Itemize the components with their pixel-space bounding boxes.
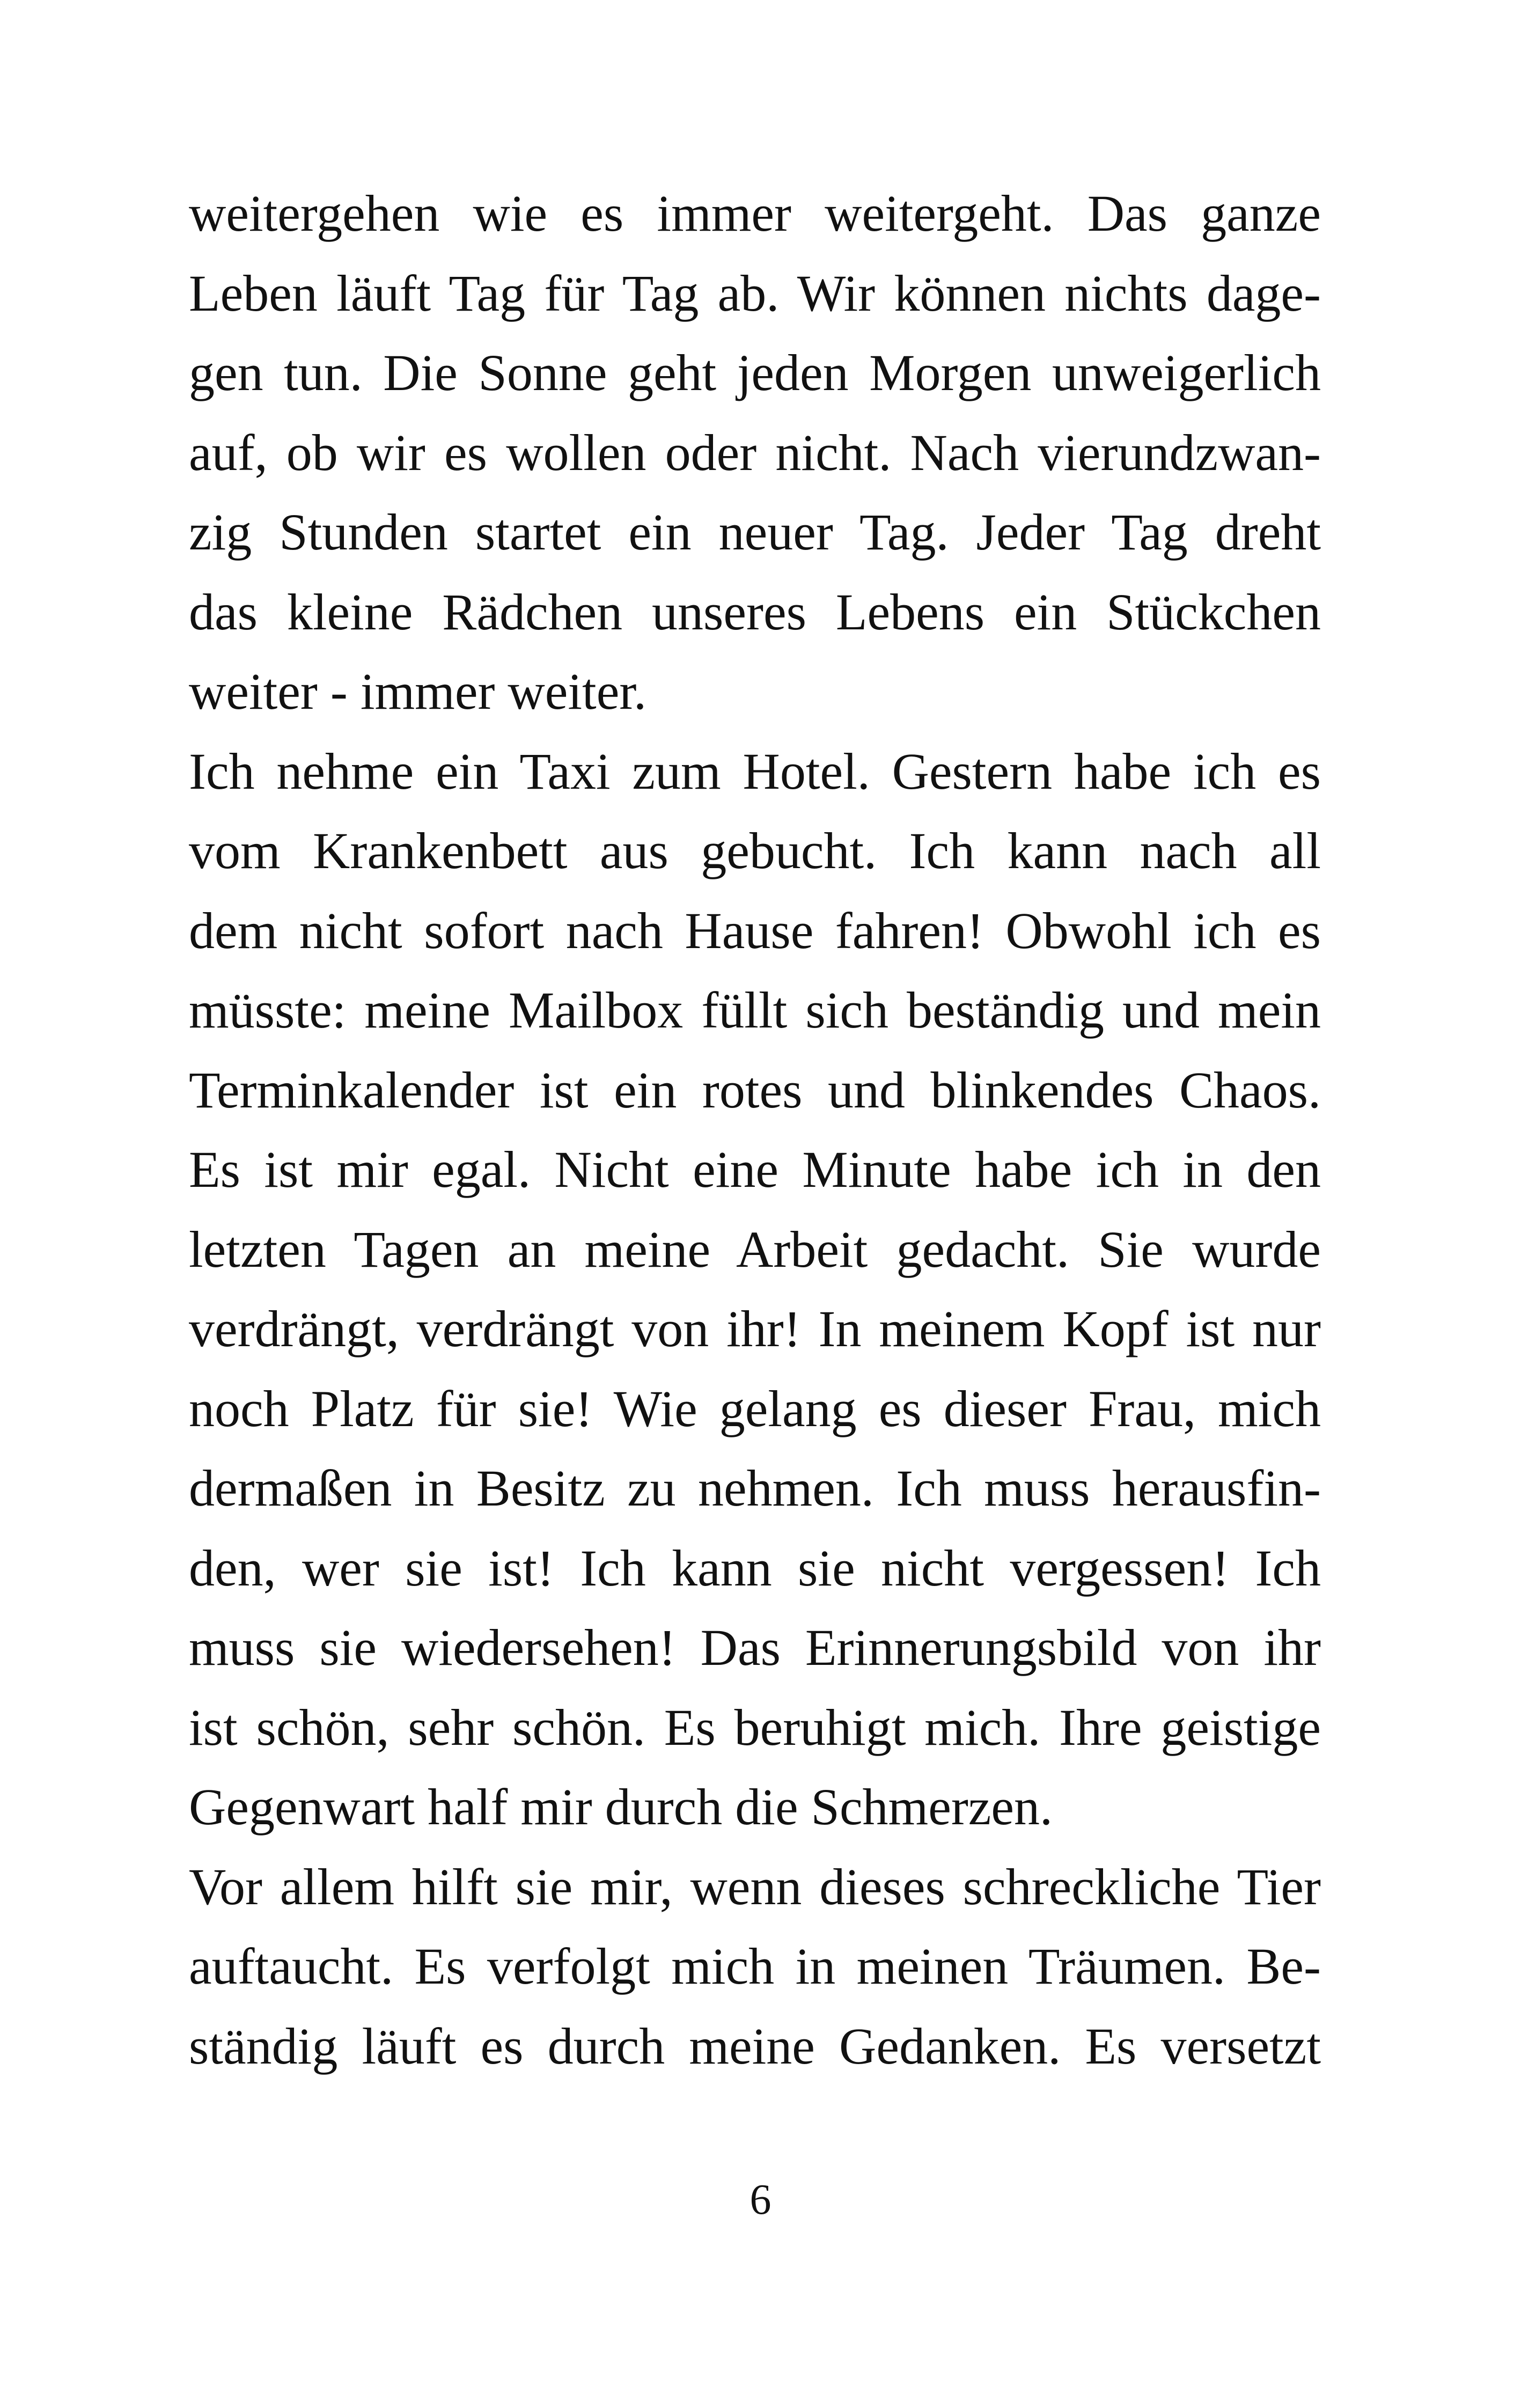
body-text [189,174,1321,2086]
text-line: Gegenwart half mir durch die Schmerzen. [189,1778,1053,1836]
text-line: auf, ob wir es wollen oder nicht. Nach vierundzwan- [189,423,1321,481]
text-line: weitergehen wie es immer weitergeht. Das ganze [189,185,1321,242]
text-line: ständig läuft es durch meine Gedanken. Es versetzt [189,2017,1321,2075]
text-line: Ich nehme ein Taxi zum Hotel. Gestern habe ich es [189,742,1321,800]
text-line: Leben läuft Tag für Tag ab. Wir können nichts dage- [189,264,1321,322]
text-line: gen tun. Die Sonne geht jeden Morgen unweigerlich [189,344,1321,401]
page-number: 6 [750,2176,771,2223]
text-line: ist schön, sehr schön. Es beruhigt mich. Ihre geistige [189,1698,1321,1756]
text-line: den, wer sie ist! Ich kann sie nicht vergessen! Ich [189,1539,1321,1597]
text-line: muss sie wiedersehen! Das Erinnerungsbild von ihr [189,1619,1321,1676]
text-line: verdrängt, verdrängt von ihr! In meinem Kopf ist nur [189,1300,1321,1357]
text-line: letzten Tagen an meine Arbeit gedacht. Sie wurde [189,1220,1321,1278]
text-line: Terminkalender ist ein rotes und blinkendes Chaos. [189,1061,1321,1119]
text-line: dem nicht sofort nach Hause fahren! Obwohl ich es [189,901,1321,959]
text-line: das kleine Rädchen unseres Lebens ein Stückchen [189,583,1321,641]
text-line: dermaßen in Besitz zu nehmen. Ich muss herausfin- [189,1459,1321,1517]
text-line: auftaucht. Es verfolgt mich in meinen Träumen. Be- [189,1937,1321,1995]
text-line: weiter - immer weiter. [189,663,646,720]
text-line: zig Stunden startet ein neuer Tag. Jeder Tag dreht [189,503,1321,561]
text-line: Vor allem hilft sie mir, wenn dieses schreckliche Tier [189,1858,1321,1915]
text-line: noch Platz für sie! Wie gelang es dieser Frau, mich [189,1379,1321,1437]
text-line: Es ist mir egal. Nicht eine Minute habe ich in den [189,1141,1321,1198]
text-line: müsste: meine Mailbox füllt sich beständig und mein [189,981,1321,1039]
text-line: vom Krankenbett aus gebucht. Ich kann nach all [189,822,1321,879]
